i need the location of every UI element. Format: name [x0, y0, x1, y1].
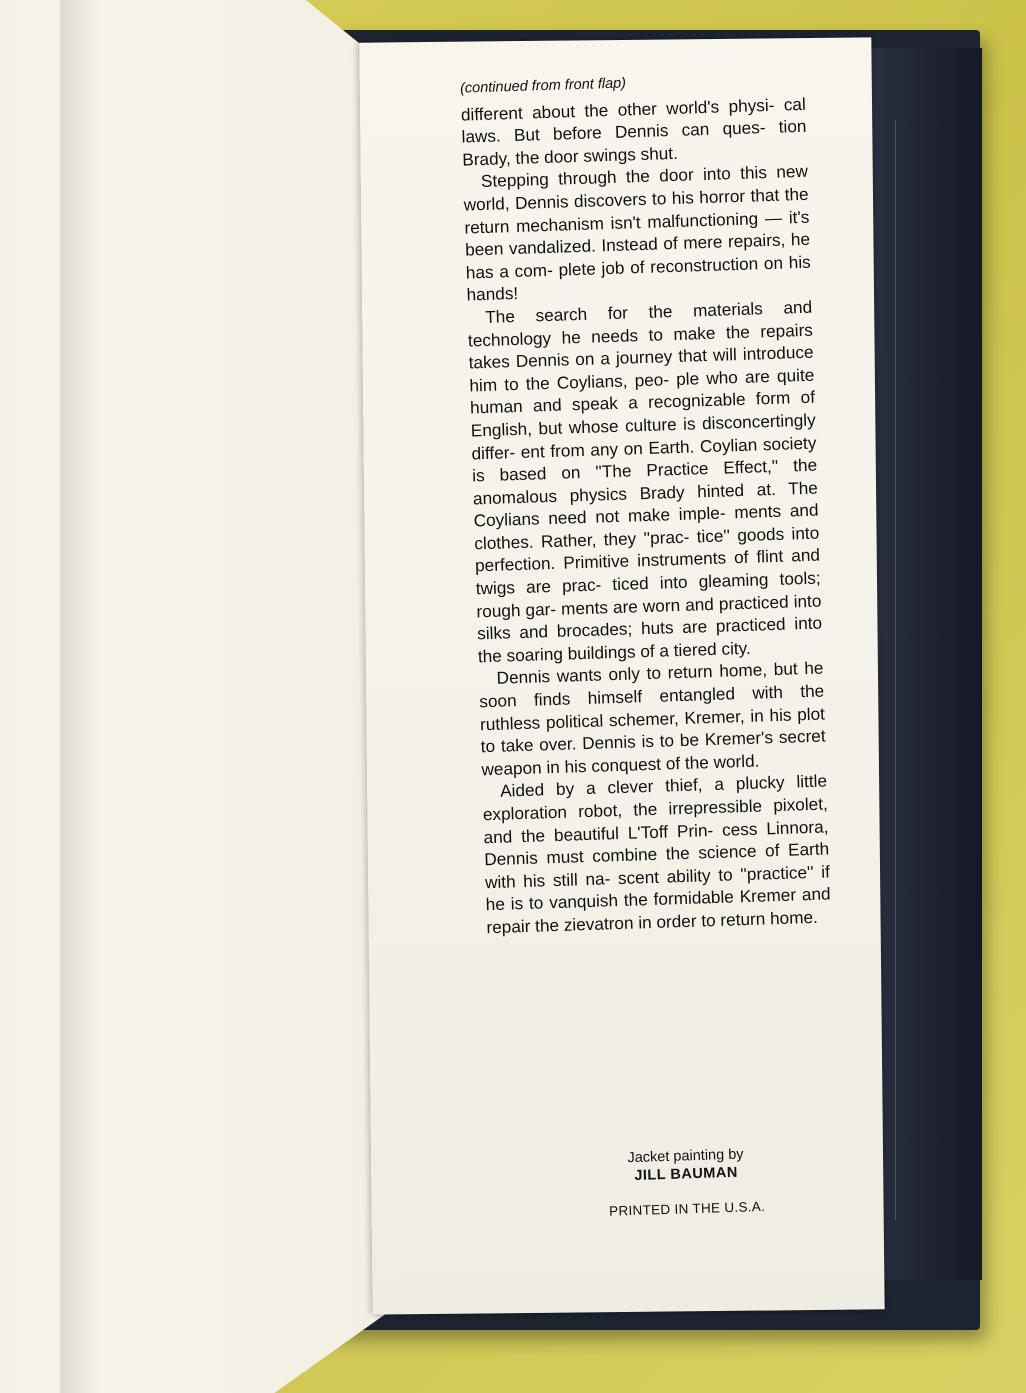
jacket-back-flap	[359, 37, 884, 1314]
credit-line: Jacket painting by	[627, 1146, 744, 1167]
endpaper-page	[0, 0, 392, 1393]
flap-paragraph-3: The search for the materials and technology he needs to make the repairs takes Dennis on a journey that will introduce him to the Coylians, peo- ple who are quite human and speak a recognizable form of English, but whose culture is disconcertingly differ- ent from any on Earth. Coylian society is based on ''The Practice Effect,'' the anomalous physics Brady hinted at. The Coylians need not make imple- ments and clothes. Rather, they ''prac- tice'' goods into perfection. Primitive instruments of flint and twigs are prac- ticed into gleaming tools; rough gar- ments are worn and practiced into silks and brocades; huts are practiced into the soaring buildings of a tiered city.	[467, 296, 823, 667]
credit-artist-name: JILL BAUMAN	[634, 1164, 739, 1184]
continued-note: (continued from front flap)	[459, 75, 627, 97]
flap-paragraph-4: Dennis wants only to return home, but he soon finds himself entangled with the ruthless political schemer, Kremer, in his plot to take over. Dennis is to be Kremer's secret weapon in his conquest of the world.	[479, 657, 826, 780]
printed-in-note: PRINTED IN THE U.S.A.	[608, 1198, 766, 1219]
flap-text-block	[460, 67, 832, 939]
flap-paragraph-5: Aided by a clever thief, a plucky little exploration robot, the irrepressible pixolet, and the beautiful L'Toff Prin- cess Linnora, Dennis must combine the science of Earth with his still na- scent ability to ''practice'' if he is to vanquish the formidable Kremer and repair the zievatron in order to return home.	[482, 770, 831, 938]
endpaper-fold-shadow	[60, 0, 100, 1393]
flap-paragraph-1: different about the other world's physi- cal laws. But before Dennis can ques- tion Brady, the door swings shut.	[460, 93, 807, 170]
cover-artwork-lines	[895, 120, 956, 1220]
flap-paragraph-2: Stepping through the door into this new world, Dennis discovers to his horror that the return mechanism isn't malfunctioning — it's been vandalized. Instead of mere repairs, he has a com- plete job of reconstruction on his hands!	[463, 161, 811, 305]
jacket-credits	[585, 1144, 787, 1219]
